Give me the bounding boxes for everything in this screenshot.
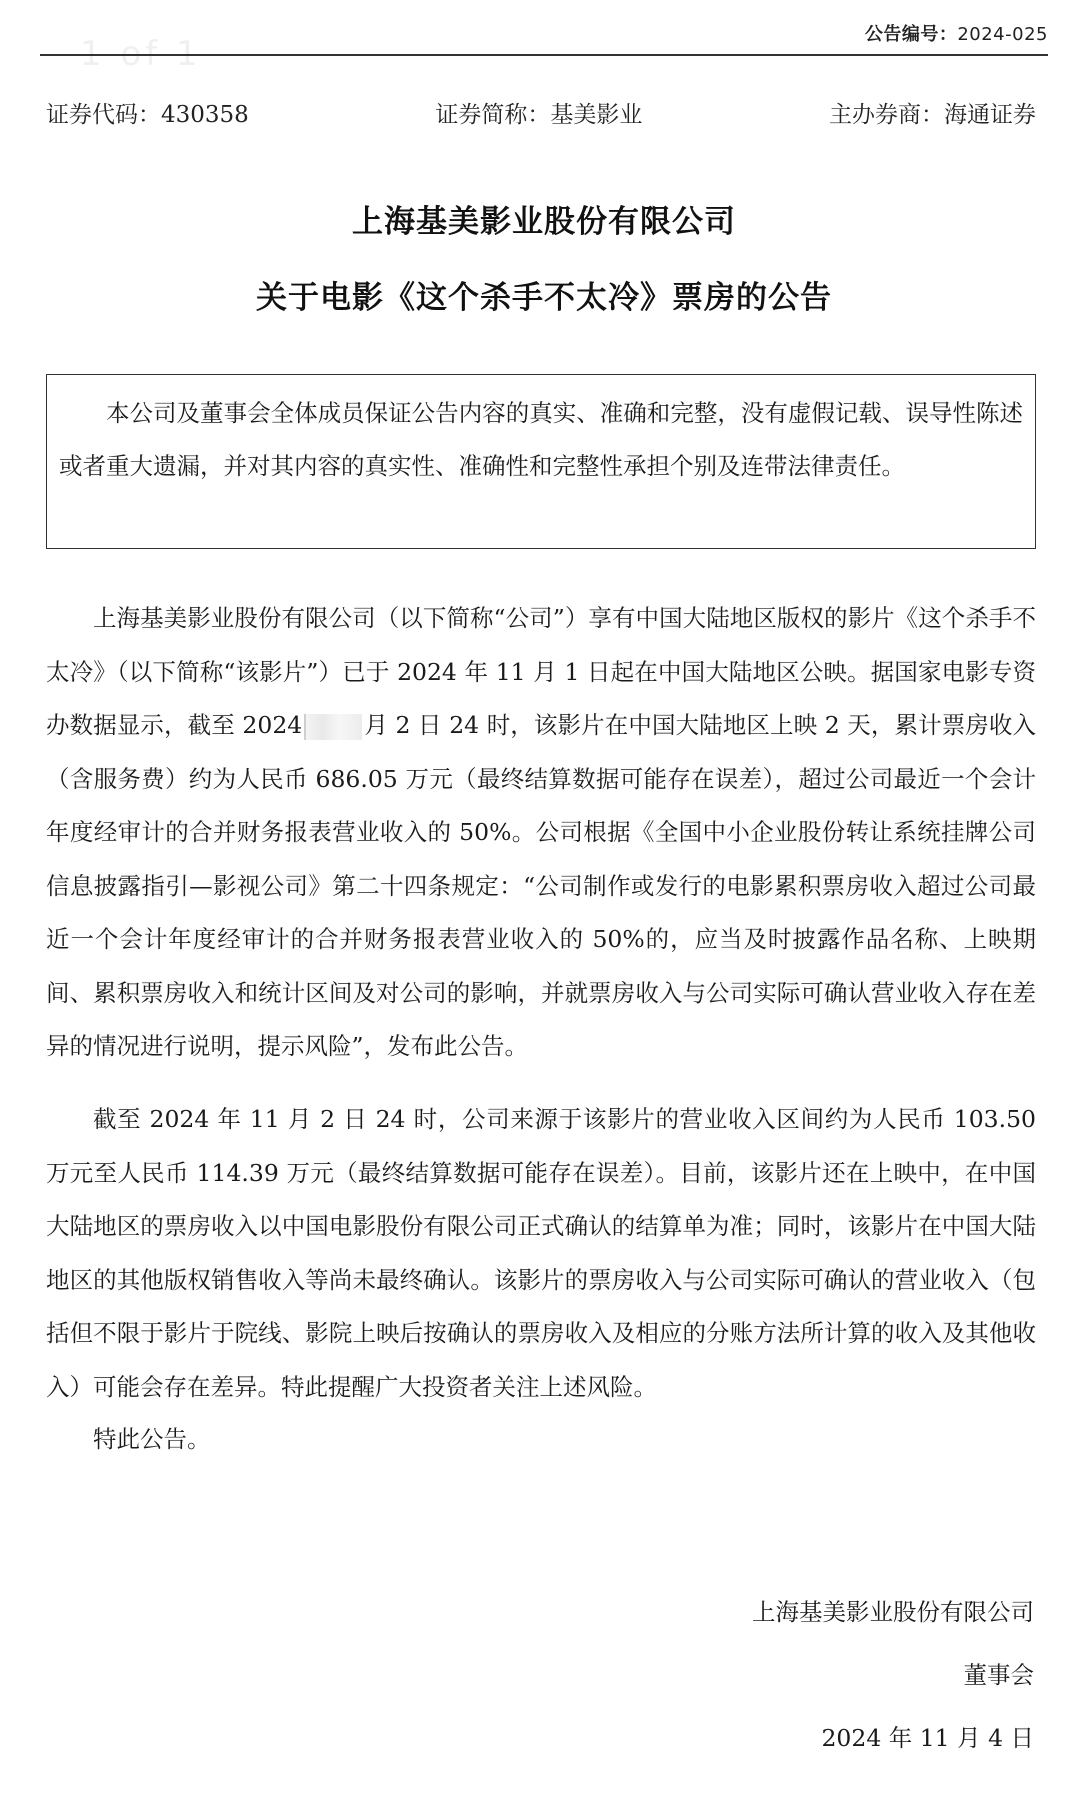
signature-board: 董事会 [963,1661,1034,1689]
redacted-text [304,714,362,740]
security-info-row [46,96,1036,129]
sponsor-broker: 主办券商：海通证券 [829,102,1036,128]
watermark-text: 1 of 1 [80,34,202,74]
closing-statement: 特此公告。 [93,1425,211,1453]
paragraph-1-part-b: 月 2 日 24 时，该影片在中国大陆地区上映 2 天，累计票房收入（含服务费）约为人民币 686.05 万元（最终结算数据可能存在误差），超过公司最近一个会计年度经审计的合并财务报表营业收入的 50%。公司根据《全国中小企业股份转让系统挂牌公司信息披露指引—影视公司》第二十四条规定：“公司制作或发行的电影累积票房收入超过公司最近一个会计年度经审计的合并财务报表营业收入的 50%的，应当及时披露作品名称、上映期间、累积票房收入和统计区间及对公司的影响，并就票房收入与公司实际可确认营业收入存在差异的情况进行说明，提示风险”，发布此公告。 [46,711,1037,1060]
paragraph-1 [46,592,1036,1074]
announcement-title: 关于电影《这个杀手不太冷》票房的公告 [256,280,832,316]
header-divider [40,54,1048,56]
company-title: 上海基美影业股份有限公司 [352,204,736,240]
disclaimer-box: 本公司及董事会全体成员保证公告内容的真实、准确和完整，没有虚假记载、误导性陈述或者重大遗漏，并对其内容的真实性、准确性和完整性承担个别及连带法律责任。 [46,374,1036,549]
signature-date: 2024 年 11 月 4 日 [821,1724,1034,1752]
paragraph-1-part-a: 上海基美影业股份有限公司（以下简称“公司”）享有中国大陆地区版权的影片《这个杀手不太冷》（以下简称“该影片”）已于 2024 年 11 月 1 日起在中国大陆地区公映。据国家电影专资办数据显示，截至 2024 [46,604,1036,739]
signature-company: 上海基美影业股份有限公司 [752,1598,1034,1626]
announcement-number-value: 2024-025 [957,24,1048,45]
paragraph-2: 截至 2024 年 11 月 2 日 24 时，公司来源于该影片的营业收入区间约为人民币 103.50 万元至人民币 114.39 万元（最终结算数据可能存在误差）。目前，该影片还在上映中，在中国大陆地区的票房收入以中国电影股份有限公司正式确认的结算单为准；同时，该影片在中国大陆地区的其他版权销售收入等尚未最终确认。该影片的票房收入与公司实际可确认的营业收入（包括但不限于影片于院线、影院上映后按确认的票房收入及相应的分账方法所计算的收入及其他收入）可能会存在差异。特此提醒广大投资者关注上述风险。 [46,1105,1036,1401]
stock-code: 证券代码：430358 [46,102,249,128]
stock-abbreviation: 证券简称：基美影业 [435,102,643,128]
announcement-number-label: 公告编号： [864,24,958,45]
announcement-number [865,20,1048,46]
